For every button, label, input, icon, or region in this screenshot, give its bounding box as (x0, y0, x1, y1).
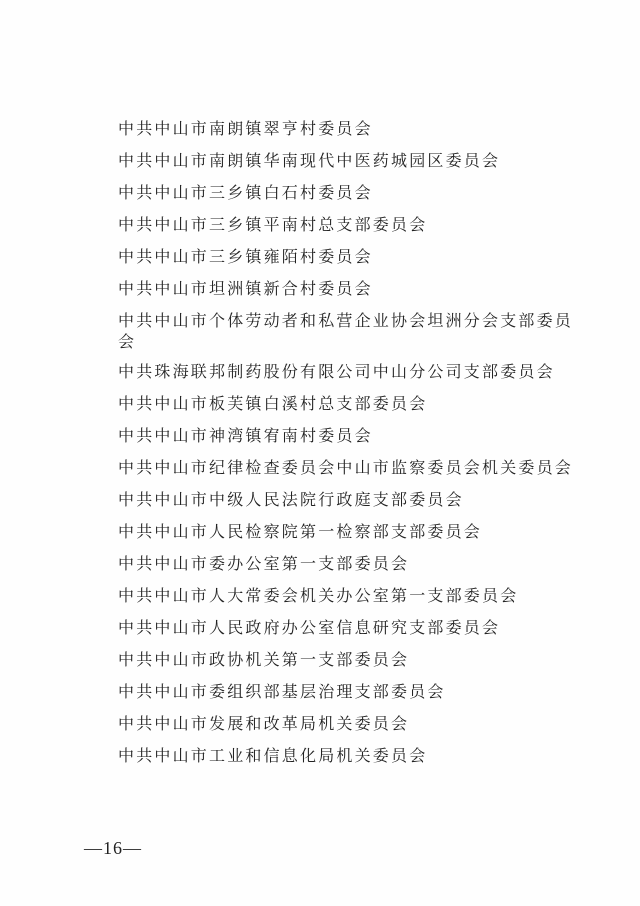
list-item: 中共中山市人民政府办公室信息研究支部委员会 (118, 618, 501, 637)
list-item: 中共中山市政协机关第一支部委员会 (118, 650, 410, 669)
list-item: 中共中山市委办公室第一支部委员会 (118, 554, 410, 573)
page-number: —16— (84, 838, 142, 858)
list-item: 中共中山市中级人民法院行政庭支部委员会 (118, 490, 464, 509)
list-item: 中共中山市纪律检查委员会中山市监察委员会机关委员会 (118, 458, 574, 477)
list-item: 中共中山市神湾镇宥南村委员会 (118, 426, 373, 445)
committee-list (118, 118, 588, 777)
list-item: 中共中山市人大常委会机关办公室第一支部委员会 (118, 586, 519, 605)
list-item: 中共中山市工业和信息化局机关委员会 (118, 746, 428, 765)
list-item: 中共珠海联邦制药股份有限公司中山分公司支部委员会 (118, 362, 555, 381)
list-item: 中共中山市发展和改革局机关委员会 (118, 714, 410, 733)
list-item: 中共中山市南朗镇翠亨村委员会 (118, 119, 373, 138)
list-item: 中共中山市南朗镇华南现代中医药城园区委员会 (118, 151, 501, 170)
list-item: 中共中山市人民检察院第一检察部支部委员会 (118, 522, 483, 541)
list-item: 中共中山市板芙镇白溪村总支部委员会 (118, 394, 428, 413)
list-item: 中共中山市委组织部基层治理支部委员会 (118, 682, 446, 701)
list-item: 中共中山市三乡镇平南村总支部委员会 (118, 215, 428, 234)
list-item: 中共中山市三乡镇雍陌村委员会 (118, 247, 373, 266)
list-item: 中共中山市个体劳动者和私营企业协会坦洲分会支部委员会 (118, 311, 574, 351)
list-item: 中共中山市坦洲镇新合村委员会 (118, 279, 373, 298)
list-item: 中共中山市三乡镇白石村委员会 (118, 183, 373, 202)
